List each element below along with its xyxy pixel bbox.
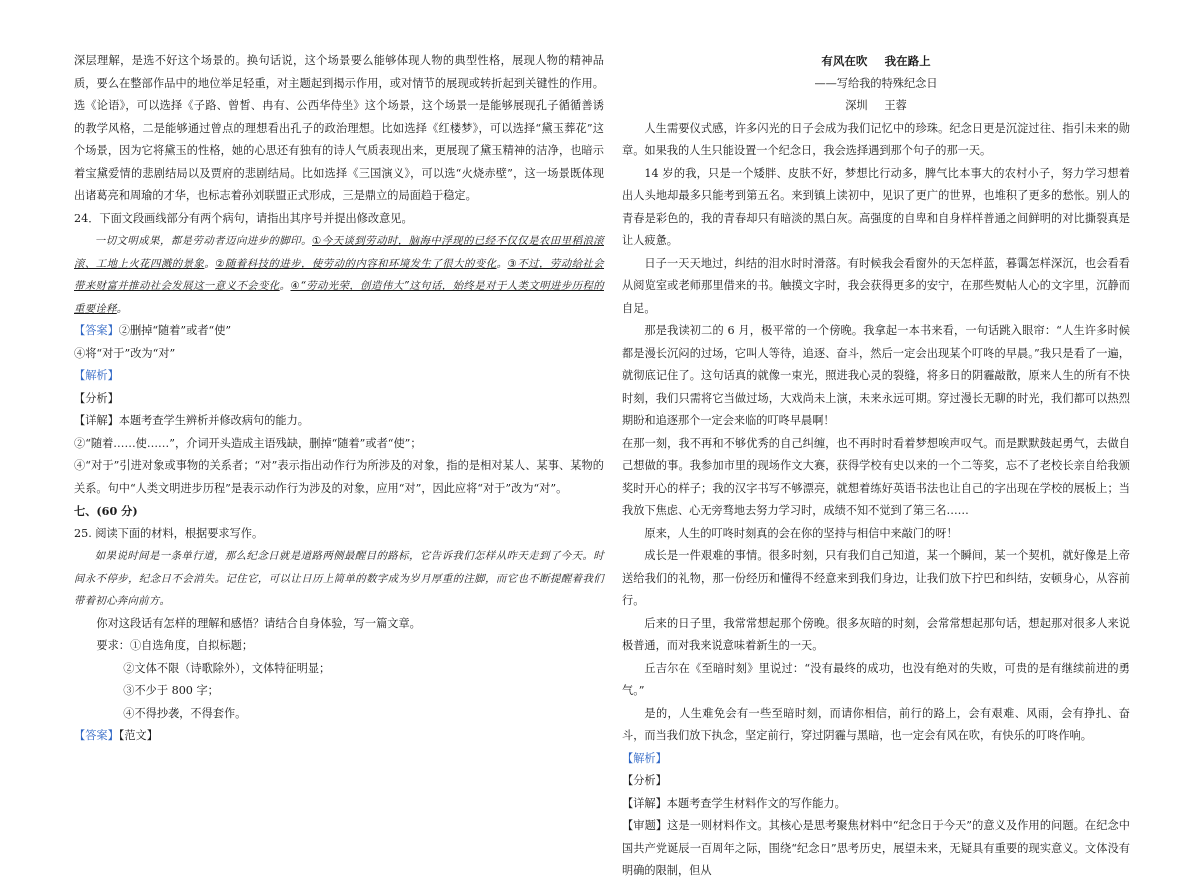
essay-paragraph: 在那一刻，我不再和不够优秀的自己纠缠，也不再时时看着梦想唉声叹气。而是默默鼓起勇气，去做自己想做的事。我参加市里的现场作文大赛，获得学校有史以来的一个二等奖，忘不了老校长亲自给我颁奖时开心的样子；我的汉字书写不够漂亮，就想着练好英语书法也让自己的字出现在学校的展板上；当我放下焦虑、心无旁骛地去努力学习时，成绩不知不觉到了第三名……	[622, 436, 1130, 517]
detail-line-1: 【详解】本题考查学生辨析并修改病句的能力。	[74, 414, 309, 427]
question-25-material: 如果说时间是一条单行道，那么纪念日就是道路两侧最醒目的路标，它告诉我们怎样从昨天走到了今天。时间永不停步，纪念日不会消失。记住它，可以让日历上简单的数字成为岁月厚重的注脚，而它也不断提醒着我们带着初心奔向前方。	[74, 550, 604, 607]
requirement-1: 要求：①自选角度，自拟标题；	[96, 639, 254, 652]
essay-paragraph: 原来，人生的叮咚时刻真的会在你的坚持与相信中来敲门的呀！	[644, 526, 958, 540]
requirement-2: ②文体不限（诗歌除外），文体特征明显；	[123, 661, 331, 675]
analysis-paragraph: 深层理解，是选不好这个场景的。换句话说，这个场景要么能够体现人物的典型性格，展现人物的精神品质，要么在整部作品中的地位举足轻重，对主题起到揭示作用，或对情节的展现或转折起到关键性的作用。选《论语》，可以选择《子路、曾皙、冉有、公西华侍坐》这个场景，这个场景一是能够展现孔子循循善诱的教学风格，二是能够通过曾点的理想看出孔子的政治理想。比如选择《红楼梦》，可以选择“黛玉葬花”这个场景，因为它将黛玉的性格，她的心思还有独有的诗人气质表现出来，更展现了黛玉精神的洁净，也暗示着宝黛爱情的悲剧结局以及贾府的悲剧结局。比如选择《三国演义》，可以选“火烧赤壁”，这一场景既体现出诸葛亮和周瑜的才华，也标志着孙刘联盟正式形成，三是鼎立的局面趋于稳定。	[74, 54, 604, 202]
essay-paragraph: 是的，人生难免会有一些至暗时刻，而请你相信，前行的路上，会有艰难、风雨，会有挣扎、奋斗，而当我们放下执念，坚定前行，穿过阴霾与黑暗，也一定会有风在吹，有快乐的叮咚作响。	[622, 706, 1130, 742]
answer-line-2: ④将“对于”改为“对”	[74, 346, 176, 360]
answer-tag: 【答案】	[74, 324, 119, 337]
essay-paragraph: 后来的日子里，我常常想起那个傍晚。很多灰暗的时刻，会常常想起那句话，想起那对很多人来说极普通，而对我来说意味着新生的一天。	[622, 616, 1130, 652]
fenxi-label: 【分析】	[622, 774, 667, 787]
answer-tag-2: 【答案】	[74, 729, 119, 742]
requirement-4: ④不得抄袭，不得套作。	[123, 706, 247, 720]
essay-paragraph: 日子一天天地过，纠结的泪水时时滑落。有时候我会看窗外的天怎样蓝，暮霭怎样深沉，也会看看从阅览室或老师那里借来的书。触摸文字时，我会获得更多的安宁，在那些熨帖人心的文字里，沉静而自足。	[622, 256, 1130, 315]
question-24: 24．下面文段画线部分有两个病句，请指出其序号并提出修改意见。	[74, 211, 413, 225]
detail-line: 【详解】本题考查学生材料作文的写作能力。	[622, 796, 846, 810]
right-column	[622, 50, 1130, 883]
answer-sample-line: 【答案】【范文】	[74, 729, 158, 742]
essay-subtitle: ——写给我的特殊纪念日	[814, 76, 938, 90]
essay-title: 有风在吹 我在路上	[821, 54, 931, 68]
essay-paragraph: 那是我读初二的 6 月，极平常的一个傍晚。我拿起一本书来看，一句话跳入眼帘：“人生许多时候都是漫长沉闷的过场，它叫人等待，追逐、奋斗，然后一定会出现某个叮咚的早晨。”我只是看了一遍，就彻底记住了。这句话真的就像一束光，照进我心灵的裂缝，将多日的阴霾敲散，原来人生的所有不快时刻，我们只需将它当做过场，大戏尚未上演，未来永远可期。穿过漫长无聊的时光，我们都可以热烈期盼和追逐那个一定会来临的叮咚早晨啊！	[622, 324, 1130, 427]
question-25: 25. 阅读下面的材料，根据要求写作。	[74, 526, 264, 540]
detail-line-3: ④“对于”引进对象或事物的关系者；“对”表示指出动作行为所涉及的对象，指的是相对某人、某事、某物的关系。句中“人类文明进步历程”是表示动作行为涉及的对象，应用“对”，因此应将“对于”改为“对”。	[74, 459, 604, 495]
detail-line-2: ②“随着……使……”，介词开头造成主语残缺，删掉“随着”或者“使”；	[74, 436, 422, 450]
essay-paragraph: 丘吉尔在《至暗时刻》里说过：“没有最终的成功，也没有绝对的失败，可贵的是有继续前进的勇气。”	[622, 661, 1130, 697]
essay-paragraph: 14 岁的我，只是一个矮胖、皮肤不好，梦想比行动多，脾气比本事大的农村小子，努力学习想着出人头地却最多只能考到第五名。来到镇上读初中，见识了更广的世界，也堆积了更多的愁怅。别人的青春是彩色的，我的青春却只有暗淡的黑白灰。高强度的自卑和自身样样普通之间鲜明的对比撕裂真是让人疲惫。	[622, 166, 1130, 247]
shenti-paragraph: 【审题】这是一则材料作文。其核心是思考聚焦材料中“纪念日于今天”的意义及作用的问题。在纪念中国共产党诞辰一百周年之际，围绕“纪念日”思考历史，展望未来，无疑具有重要的现实意义。文体没有明确的限制，但从	[622, 819, 1130, 877]
fenxi-label: 【分析】	[74, 391, 119, 405]
analysis-tag: 【解析】	[622, 751, 667, 765]
essay-paragraph: 成长是一件艰难的事情。很多时刻，只有我们自己知道，某一个瞬间，某一个契机，就好像是上帝送给我们的礼物，那一份经历和懂得不经意来到我们身边，让我们放下拧巴和纠结，安顿身心，从容前行。	[622, 549, 1130, 607]
question-24-passage: 一切文明成果，都是劳动者迈向进步的脚印。①今天谈到劳动时，脑海中浮现的已经不仅仅是农田里稻浪滚滚、工地上火花四溅的景象。②随着科技的进步，使劳动的内容和环境发生了很大的变化。③不过，劳动给社会带来财富并推动社会发展这一意义不会变化。④“劳动光荣，创造伟大”这句话，始终是对于人类文明进步历程的重要诠释。	[74, 235, 604, 315]
left-column	[74, 50, 604, 748]
essay-paragraph: 人生需要仪式感，许多闪光的日子会成为我们记忆中的珍珠。纪念日更是沉淀过往、指引未来的勋章。如果我的人生只能设置一个纪念日，我会选择遇到那个句子的那一天。	[622, 121, 1130, 157]
requirement-3: ③不少于 800 字；	[123, 684, 219, 697]
analysis-tag: 【解析】	[74, 369, 119, 382]
answer-line-1: 【答案】②删掉“随着”或者“使”	[74, 324, 232, 337]
essay-author: 深圳 王蓉	[845, 99, 907, 112]
section-7-heading: 七、(60 分)	[74, 504, 138, 518]
question-25-prompt: 你对这段话有怎样的理解和感悟？请结合自身体验，写一篇文章。	[96, 616, 421, 630]
